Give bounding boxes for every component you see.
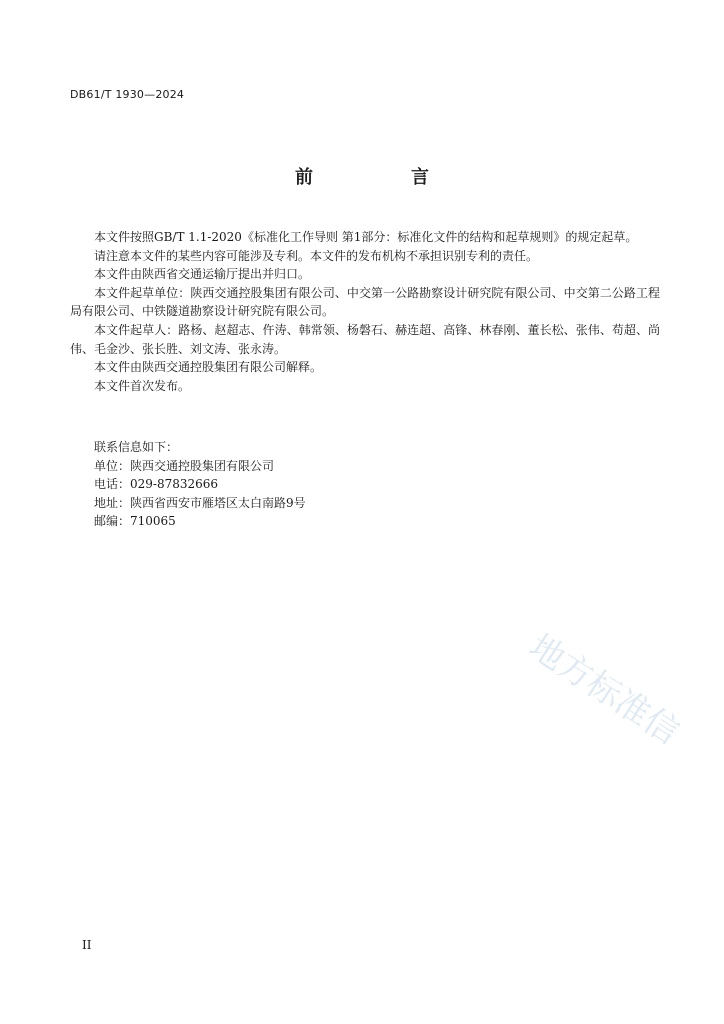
standard-code: DB61/T 1930—2024 — [70, 88, 185, 101]
paragraph-interpretation: 本文件由陕西交通控股集团有限公司解释。 — [94, 360, 323, 375]
paragraph-first-release: 本文件首次发布。 — [94, 378, 191, 393]
paragraph-drafters: 本文件起草人：路杨、赵超志、仵涛、韩常领、杨磐石、赫连超、高锋、林春刚、董长松、张伟、苟超、尚伟、毛金沙、张长胜、刘文涛、张永涛。 — [70, 322, 660, 356]
paragraph-proposer: 本文件由陕西省交通运输厅提出并归口。 — [94, 267, 311, 282]
contact-address: 地址：陕西省西安市雁塔区太白南路9号 — [94, 495, 306, 510]
page-title: 前 言 — [295, 167, 469, 188]
contact-phone: 电话：029-87832666 — [94, 477, 219, 492]
watermark: 地方标准信 — [521, 626, 687, 753]
page-number: II — [82, 938, 92, 952]
paragraph-patent-notice: 请注意本文件的某些内容可能涉及专利。本文件的发布机构不承担识别专利的责任。 — [94, 248, 539, 263]
contact-postcode: 邮编：710065 — [94, 514, 176, 529]
foreword-body — [70, 228, 660, 395]
contact-unit: 单位：陕西交通控股集团有限公司 — [94, 458, 275, 473]
paragraph-drafting-rules: 本文件按照GB/T 1.1-2020《标准化工作导则 第1部分：标准化文件的结构和起草规则》的规定起草。 — [94, 230, 638, 244]
contact-info — [70, 438, 660, 531]
contact-heading: 联系信息如下： — [94, 440, 179, 454]
paragraph-drafting-units: 本文件起草单位：陕西交通控股集团有限公司、中交第一公路勘察设计研究院有限公司、中交第二公路工程局有限公司、中铁隧道勘察设计研究院有限公司。 — [70, 285, 660, 319]
